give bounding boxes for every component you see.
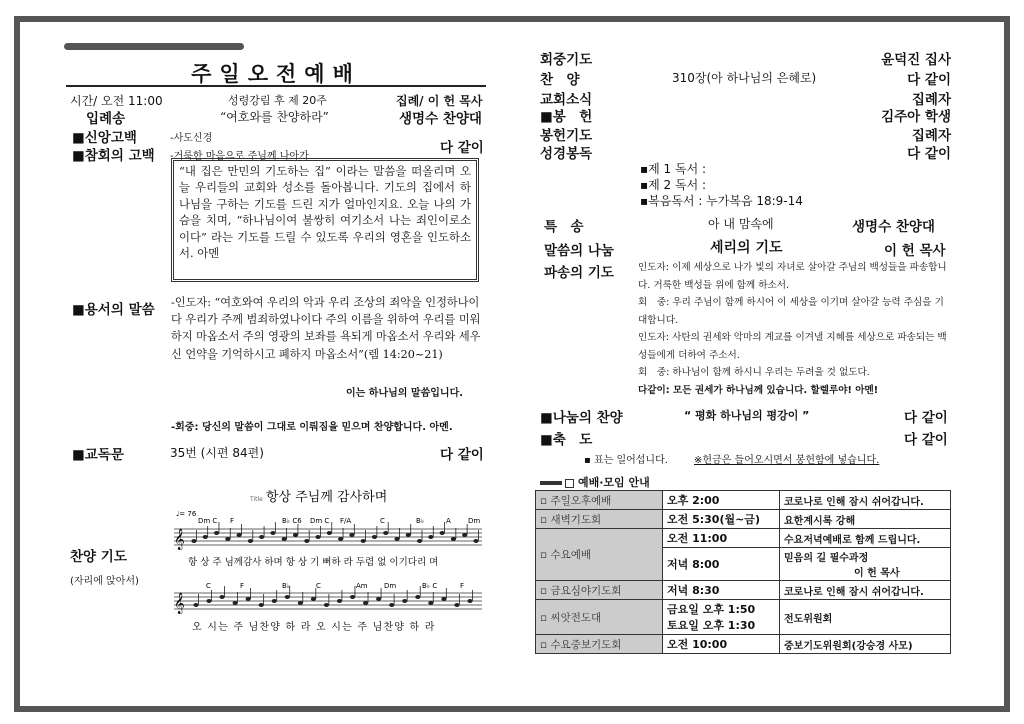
- chord-symbol: Am: [356, 582, 368, 590]
- pardon-end: 이는 하나님의 말씀입니다.: [346, 388, 464, 399]
- special-by: 생명수 찬양대: [852, 219, 935, 235]
- schedule-time: 오후 2:00: [663, 491, 780, 510]
- sermon-by: 이 헌 목사: [884, 243, 946, 259]
- sending-line: 회 중: 우리 주님이 함께 하시어 이 세상을 이기며 살아갈 능력 주심을 기대합니다.: [638, 297, 944, 326]
- treble-clef-icon: 𝄞: [174, 529, 185, 550]
- note-head: [389, 603, 394, 607]
- table-row: [536, 581, 951, 600]
- note-head: [304, 539, 309, 543]
- note-head: [454, 603, 459, 607]
- confession-prayer-box: “내 집은 만민의 기도하는 집” 이라는 말씀을 떠올리며 오늘 우리들의 교회와 성소를 돌아봅니다. 기도의 집에서 하나님을 구하는 기도를 드린 지가 얼마인지요. 오늘 나의 가슴을 치며, “하나님이여 불쌍히 여기소서 나는 죄인이로소이다” 라는 기도를 드릴 수 있도록 우리의 영혼을 인도하소서. 아멘: [171, 158, 479, 282]
- note-head: [428, 535, 433, 539]
- note-head: [237, 533, 242, 537]
- chord-symbol: B♭: [416, 517, 425, 525]
- schedule-name: ▫ 금요심야기도회: [536, 581, 663, 600]
- note-head: [259, 535, 264, 539]
- sending-label: 파송의 기도: [544, 265, 614, 281]
- creed-label: ■신앙고백: [72, 130, 137, 146]
- song-prefix: Title: [250, 496, 263, 503]
- note-head: [214, 531, 219, 535]
- creed-text: -사도신경: [170, 133, 213, 144]
- note-stand: ▪ 표는 일어섭니다.: [584, 455, 668, 466]
- order-label: 교회소식: [540, 92, 593, 108]
- pardon-text: -인도자: “여호와여 우리의 악과 우리 조상의 죄악을 인정하나이다 우리가 주께 범죄하였나이다 주의 이름을 위하여 우리를 미워하지 마옵소서 주의 영광의 보좌를 욕되게 마옵소서 우리와 세우신 언약을 기억하시고 폐하지 마옵소서”(렘 14:20~21): [171, 296, 481, 361]
- schedule-time: 저녁 8:00: [663, 548, 780, 581]
- schedule-note: 믿음의 길 필수과정 이 헌 목사: [780, 548, 951, 581]
- note-head: [406, 533, 411, 537]
- note-head: [467, 599, 472, 603]
- note-head: [361, 539, 366, 543]
- order-by: 집례자: [911, 92, 951, 108]
- reading-label: ■교독문: [72, 447, 124, 463]
- order-label: ■봉 헌: [540, 109, 593, 125]
- pardon-label: ■용서의 말씀: [72, 302, 155, 318]
- confession-text: -거룩한 마음으로 주님께 나아가: [170, 151, 309, 162]
- table-row: [536, 510, 951, 529]
- reading-gospel: ▪복음독서 : 누가복음 18:9-14: [640, 194, 803, 208]
- order-label: 성경봉독: [540, 146, 593, 162]
- note-head: [282, 537, 287, 541]
- schedule-name: ▫ 수요중보기도회: [536, 635, 663, 654]
- schedule-note: 요한계시록 강해: [780, 510, 951, 529]
- chord-symbol: C: [316, 582, 321, 590]
- note-head: [462, 533, 467, 537]
- sending-line: 다같이: 모든 권세가 하나님께 있습니다. 할렐루야! 아멘!: [638, 384, 879, 396]
- confession-by: 다 같이: [440, 140, 484, 156]
- chord-symbol: B♭: [282, 582, 291, 590]
- guide-heading: 예배·모임 안내: [540, 474, 650, 490]
- schedule-name: ▫ 씨앗전도대: [536, 600, 663, 635]
- note-head: [311, 597, 316, 601]
- title-divider: [66, 85, 486, 87]
- note-head: [338, 537, 343, 541]
- note-head: [394, 537, 399, 541]
- reading-by: 다 같이: [440, 447, 484, 463]
- prayer-song-label: 찬양 기도: [70, 549, 127, 565]
- service-leader: 집례/ 이 헌 목사: [396, 94, 483, 108]
- page-title: 주일오전예배: [191, 62, 361, 86]
- note-head: [376, 597, 381, 601]
- note-head: [440, 531, 445, 535]
- note-head: [219, 595, 224, 599]
- chord-symbol: B♭ C: [422, 582, 438, 590]
- note-head: [298, 601, 303, 605]
- order-by: 집례자: [911, 128, 951, 144]
- schedule-name: ▫ 수요예배: [536, 529, 663, 581]
- lyrics-line-2: 오 시는 주 님찬양 하 라 오 시는 주 님찬양 하 라: [192, 622, 436, 633]
- liturgical-season: 성령강림 후 제 20주: [228, 94, 327, 107]
- schedule-time: 오전 5:30(월~금): [663, 510, 780, 529]
- chord-symbol: A: [446, 517, 451, 525]
- note-head: [473, 539, 478, 543]
- order-by: 윤덕진 집사: [881, 52, 951, 68]
- note-offering: ※헌금은 들어오시면서 봉헌함에 넣습니다.: [694, 455, 880, 466]
- schedule-name: ▫ 새벽기도회: [536, 510, 663, 529]
- schedule-name: ▫ 주일오후예배: [536, 491, 663, 510]
- note-head: [451, 537, 456, 541]
- note-head: [203, 535, 208, 539]
- confession-label: ■참회의 고백: [72, 148, 155, 164]
- guide-square-icon: [565, 479, 574, 488]
- chord-symbol: C: [206, 582, 211, 590]
- chord-symbol: Dm: [468, 517, 481, 525]
- schedule-note: 전도위원회: [780, 600, 951, 635]
- reading-2: ▪제 2 독서 :: [640, 178, 707, 192]
- schedule-table: [535, 490, 951, 654]
- share-song: “ 평화 하나님의 평강이 ”: [684, 409, 810, 422]
- special-song: 아 내 맘속에: [708, 217, 774, 231]
- chord-symbol: F/A: [340, 517, 352, 525]
- share-label: ■나눔의 찬양: [540, 410, 623, 426]
- note-head: [372, 535, 377, 539]
- chord-symbol: B♭ C6: [282, 517, 302, 525]
- note-head: [248, 539, 253, 543]
- treble-clef-icon-2: 𝄞: [174, 593, 185, 614]
- chord-symbol: Dm C: [310, 517, 330, 525]
- schedule-note: 코로나로 인해 잠시 쉬어갑니다.: [780, 581, 951, 600]
- sending-line: 회 중: 하나님이 함께 하시니 우리는 두려울 것 없도다.: [638, 367, 870, 378]
- note-head: [272, 599, 277, 603]
- note-head: [285, 595, 290, 599]
- schedule-time: 저녁 8:30: [663, 581, 780, 600]
- schedule-note: 수요저녁예배로 함께 드립니다.: [780, 529, 951, 548]
- chord-symbol: Dm C: [198, 517, 218, 525]
- note-head: [383, 531, 388, 535]
- note-head: [259, 603, 264, 607]
- bless-label: ■축 도: [540, 432, 593, 448]
- pardon-response: -회중: 당신의 말씀이 그대로 이뤄짐을 믿으며 찬양합니다. 아멘.: [171, 422, 453, 433]
- note-head: [415, 595, 420, 599]
- note-head: [246, 597, 251, 601]
- order-by: 김주아 학생: [881, 109, 951, 125]
- order-by: 다 같이: [907, 146, 951, 162]
- schedule-time: 오전 11:00: [663, 529, 780, 548]
- sermon-title: 세리의 기도: [710, 240, 783, 256]
- note-head: [315, 535, 320, 539]
- guide-bar-icon: [540, 481, 562, 485]
- song-title: 항상 주님께 감사하며: [266, 490, 388, 505]
- header-bar: [64, 43, 244, 50]
- note-head: [191, 539, 196, 543]
- note-head: [270, 531, 275, 535]
- note-head: [417, 539, 422, 543]
- note-head: [193, 603, 198, 607]
- order-hymn: 310장(아 하나님의 은혜로): [672, 71, 817, 85]
- schedule-time: 오전 10:00: [663, 635, 780, 654]
- order-label: 봉헌기도: [540, 128, 593, 144]
- note-head: [428, 601, 433, 605]
- note-head: [324, 603, 329, 607]
- note-head: [337, 599, 342, 603]
- schedule-note: 코로나로 인해 잠시 쉬어갑니다.: [780, 491, 951, 510]
- share-by: 다 같이: [904, 410, 948, 426]
- note-head: [225, 537, 230, 541]
- chord-symbol: F: [230, 517, 235, 525]
- sermon-label: 말씀의 나눔: [544, 243, 614, 259]
- schedule-note: 중보기도위원회(강승경 사모): [780, 635, 951, 654]
- order-by: 다 같이: [907, 72, 951, 88]
- table-row: [536, 600, 951, 635]
- order-label: 찬 양: [540, 72, 580, 88]
- note-head: [441, 597, 446, 601]
- note-head: [363, 601, 368, 605]
- chord-symbol: Dm: [384, 582, 397, 590]
- order-label: 회중기도: [540, 52, 593, 68]
- service-time: 시간/ 오전 11:00: [70, 94, 163, 108]
- schedule-time: 금요일 오후 1:50 토요일 오후 1:30: [663, 600, 780, 635]
- sending-line: 인도자: 사탄의 권세와 악마의 계교를 이겨낼 지혜를 세상으로 파송되는 백성들에게 더하여 주소서.: [638, 332, 947, 361]
- tempo: ♩= 76: [176, 510, 197, 518]
- note-head: [293, 533, 298, 537]
- chord-symbol: F: [240, 582, 245, 590]
- note-head: [350, 595, 355, 599]
- special-label: 특 송: [544, 219, 584, 235]
- chord-symbol: F: [460, 582, 465, 590]
- reading-text: 35번 (시편 84편): [170, 446, 264, 460]
- note-head: [206, 599, 211, 603]
- entry-song: “여호와를 찬양하라”: [220, 110, 329, 124]
- note-head: [402, 599, 407, 603]
- note-head: [327, 531, 332, 535]
- bless-by: 다 같이: [904, 432, 948, 448]
- entry-label: 입례송: [86, 111, 126, 127]
- entry-by: 생명수 찬양대: [399, 111, 482, 127]
- lyrics-line-1: 항 상 주 님께감사 하며 항 상 기 뻐하 라 두렴 없 이기다리 며: [188, 557, 439, 568]
- reading-1: ▪제 1 독서 :: [640, 162, 707, 176]
- sending-prayer: [638, 259, 950, 399]
- table-row: [536, 491, 951, 510]
- chord-symbol: C: [380, 517, 385, 525]
- prayer-song-note: (자리에 앉아서): [70, 576, 139, 587]
- sheet-music: [170, 485, 486, 645]
- sending-line: 인도자: 이제 세상으로 나가 빛의 자녀로 살아갈 주님의 백성들을 파송합니다. 거룩한 백성들 위에 함께 하소서.: [638, 262, 947, 291]
- table-row: [536, 635, 951, 654]
- note-head: [349, 533, 354, 537]
- note-head: [233, 601, 238, 605]
- table-row: [536, 529, 951, 548]
